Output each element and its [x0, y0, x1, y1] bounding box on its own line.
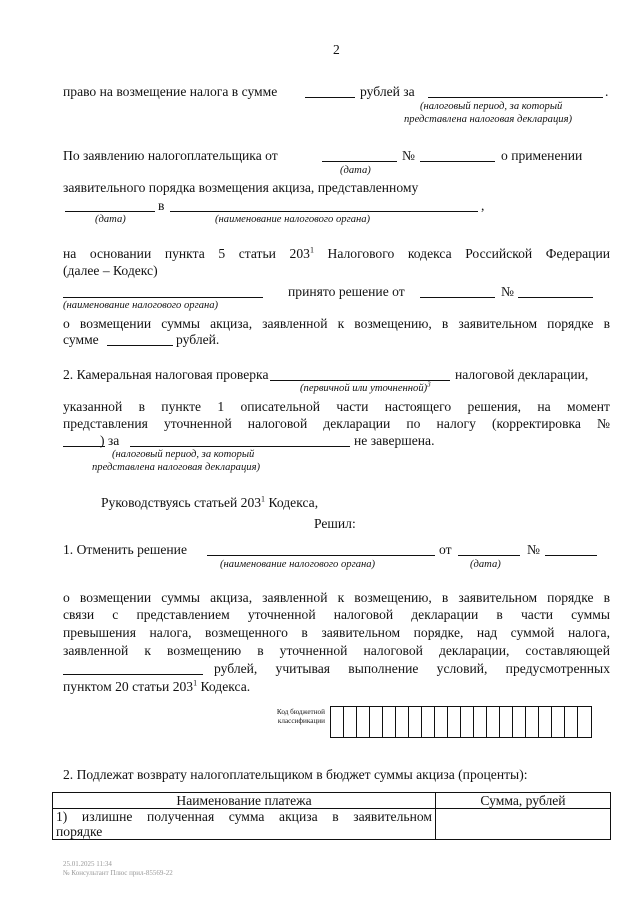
text-decided: Решил:	[314, 516, 356, 531]
hint-tax-period-2: представлена налоговая декларация)	[404, 114, 573, 125]
text-number-sign-3: №	[527, 542, 540, 557]
kbk-cell[interactable]	[422, 707, 435, 737]
text-correction-close: ) за	[100, 433, 120, 448]
text-rubles: рублей.	[176, 332, 220, 347]
hint-date-2: (дата)	[95, 214, 126, 225]
kbk-cell[interactable]	[552, 707, 565, 737]
kbk-cell[interactable]	[396, 707, 409, 737]
kbk-cell[interactable]	[539, 707, 552, 737]
hint-tax-authority-1: (наименование налогового органа)	[215, 214, 371, 225]
cell-amount[interactable]	[436, 809, 611, 840]
kbk-cell[interactable]	[513, 707, 526, 737]
hint-tax-period-4: представлена налоговая декларация)	[92, 462, 261, 473]
blank-tax-period	[428, 97, 603, 98]
blank-period-2	[130, 446, 350, 447]
kbk-cell[interactable]	[526, 707, 539, 737]
kbk-cell[interactable]	[344, 707, 357, 737]
kbk-code-boxes[interactable]	[330, 706, 592, 738]
kbk-cell[interactable]	[474, 707, 487, 737]
text-by-application: По заявлению налогоплательщика от	[63, 148, 278, 163]
para-line-6: пунктом 20 статьи $203^1$ Кодекса.	[63, 678, 251, 694]
para-line-2: связи с представлением уточненной налоговой декларации в части суммы	[63, 607, 610, 622]
blank-amount	[305, 97, 355, 98]
text-subject-to-return: 2. Подлежат возврату налогоплательщиком в бюджет суммы акциза (проценты):	[63, 767, 528, 782]
kbk-cell[interactable]	[435, 707, 448, 737]
text-from: от	[439, 542, 452, 557]
text-indicated-in-point: указанной в пункте 1 описательной части настоящего решения, на момент	[63, 399, 610, 414]
blank-application-date	[322, 161, 397, 162]
kbk-cell[interactable]	[357, 707, 370, 737]
hint-tax-authority-2: (наименование налогового органа)	[63, 300, 219, 311]
hint-primary-or-corrected: (первичной или уточненной)$^3$	[300, 380, 431, 394]
text-not-completed: не завершена.	[354, 433, 435, 448]
blank-declaration-type	[270, 380, 450, 381]
kbk-cell[interactable]	[331, 707, 344, 737]
comma: ,	[481, 198, 485, 213]
text-cancel-decision: 1. Отменить решение	[63, 542, 187, 557]
blank-decision-date	[420, 297, 495, 298]
text-declarative-procedure: заявительного порядка возмещения акциза, представленному	[63, 180, 419, 195]
hint-tax-authority-3: (наименование налогового органа)	[220, 559, 376, 570]
col-header-payment: Наименование платежа	[53, 793, 436, 809]
blank-sum	[107, 345, 173, 346]
text-on-application: о применении	[501, 148, 583, 163]
blank-decision-number	[518, 297, 593, 298]
kbk-cell[interactable]	[487, 707, 500, 737]
text-basis-line1: на основании пункта 5 статьи $203^1$ Налогового кодекса Российской Федерации	[63, 245, 610, 261]
blank-correction-number	[63, 446, 105, 447]
blank-number-3	[545, 555, 597, 556]
cell-payment-name: 1) излишне полученная сумма акциза в заявительном порядке	[53, 809, 436, 840]
kbk-cell[interactable]	[565, 707, 578, 737]
payment-table	[52, 792, 611, 840]
text-representation-corrected: представления уточненной налоговой декларации по налогу (корректировка №	[63, 416, 610, 431]
hint-date-3: (дата)	[470, 559, 501, 570]
text-decision-from: принято решение от	[288, 284, 405, 299]
text-tax-declaration: налоговой декларации,	[455, 367, 589, 382]
blank-submit-date	[65, 211, 155, 212]
text-in: в	[158, 198, 165, 213]
text-number-sign: №	[402, 148, 415, 163]
kbk-cell[interactable]	[383, 707, 396, 737]
kbk-cell[interactable]	[409, 707, 422, 737]
kbk-cell[interactable]	[578, 707, 591, 737]
blank-excess-sum	[63, 674, 203, 675]
kbk-label: Код бюджетной классификации	[276, 708, 325, 725]
kbk-cell[interactable]	[461, 707, 474, 737]
blank-authority-3	[207, 555, 435, 556]
period-dot: .	[605, 84, 609, 99]
text-refund-excise: о возмещении суммы акциза, заявленной к возмещению, в заявительном порядке в	[63, 316, 610, 331]
text-rubles-for: рублей за	[360, 84, 415, 99]
table-header-row	[53, 793, 611, 809]
para-line-3: превышения налога, возмещенного в заявительном порядке, над суммой налога,	[63, 625, 610, 640]
hint-date-1: (дата)	[340, 165, 371, 176]
table-row	[53, 809, 611, 840]
page-number: 2	[333, 42, 340, 57]
blank-authority-2	[63, 297, 263, 298]
text-sum: сумме	[63, 332, 99, 347]
text-hereinafter-code: (далее – Кодекс)	[63, 263, 158, 278]
text-number-sign-2: №	[501, 284, 514, 299]
text-refund-right: право на возмещение налога в сумме	[63, 84, 278, 99]
kbk-cell[interactable]	[500, 707, 513, 737]
blank-tax-authority	[170, 211, 478, 212]
text-guided-by: Руководствуясь статьей $203^1$ Кодекса,	[101, 494, 319, 510]
footer-stamp: 25.01.2025 11:34 № Консультант Плюс прил-85569-22	[63, 860, 173, 877]
para-line-5: рублей, учитывая выполнение условий, предусмотренных	[214, 661, 610, 676]
para-line-4: заявленной к возмещению в уточненной налоговой декларации, составляющей	[63, 643, 610, 658]
hint-tax-period-1: (налоговый период, за который	[420, 101, 563, 112]
kbk-cell[interactable]	[370, 707, 383, 737]
blank-date-3	[458, 555, 520, 556]
hint-tax-period-3: (налоговый период, за который	[112, 449, 255, 460]
col-header-amount: Сумма, рублей	[436, 793, 611, 809]
blank-application-number	[420, 161, 495, 162]
text-desk-audit: 2. Камеральная налоговая проверка	[63, 367, 269, 382]
kbk-cell[interactable]	[448, 707, 461, 737]
para-line-1: о возмещении суммы акциза, заявленной к возмещению, в заявительном порядке в	[63, 590, 610, 605]
